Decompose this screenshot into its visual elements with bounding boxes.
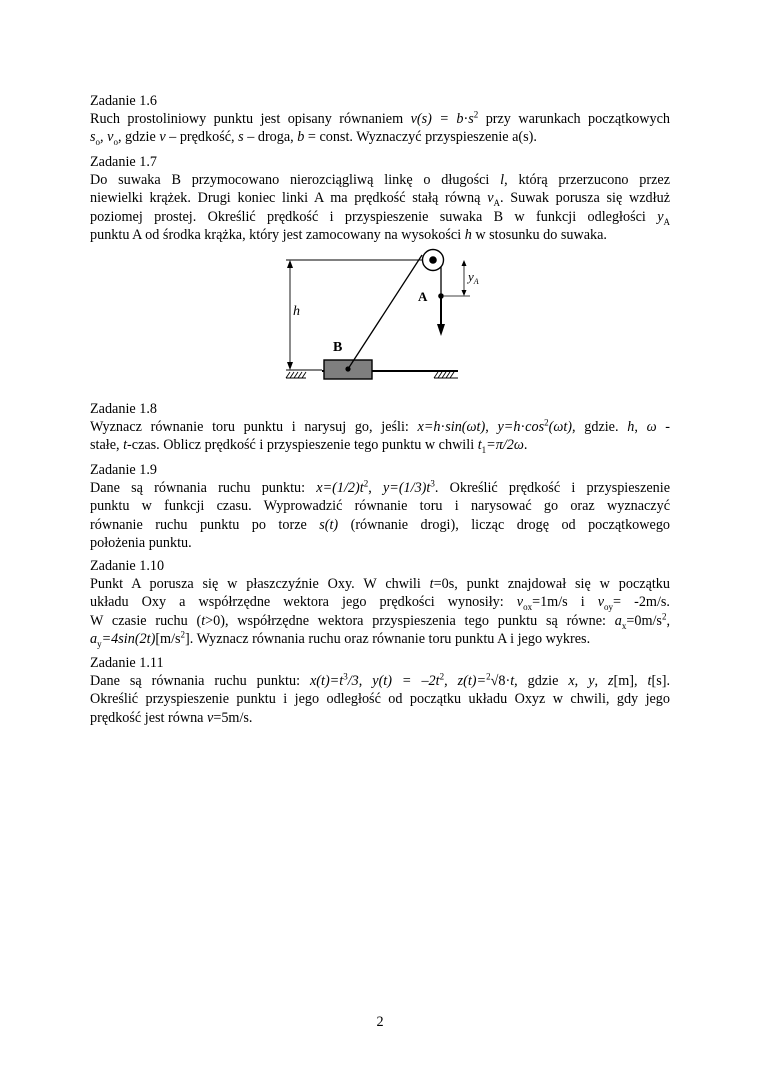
task-title: Zadanie 1.9	[90, 462, 157, 478]
page-number: 2	[376, 1014, 384, 1030]
yA-arrow-down	[462, 290, 467, 296]
dimension-arrow-up	[287, 260, 293, 268]
rope-segment-B	[348, 255, 422, 369]
task-text-line: Wyznacz równanie toru punktu i narysuj go, jeśli: x=h·sin(ωt), $y=h\cdot\cos^2(\omega t)$, gdzie. h, ω -	[90, 417, 671, 436]
dimension-arrow-down	[287, 362, 293, 370]
task-1-10	[90, 557, 670, 648]
velocity-arrow-head	[437, 324, 445, 336]
task-1-6	[90, 92, 670, 147]
ground-hatch-right	[434, 372, 458, 378]
yA-arrow-up	[462, 260, 467, 266]
task-1-9	[90, 461, 670, 552]
task-text-line: poziomej prostej. Określić prędkość i przyspieszenie suwaka B w funkcji odległości $y_A$	[90, 208, 670, 227]
task-text-line: układu Oxy a współrzędne wektora jego prędkości wynosiły: $v_{ox}=1m/s$ i $v_{oy}= -2m/s$.	[90, 594, 670, 613]
task-title: Zadanie 1.7	[90, 154, 157, 170]
task-title: Zadanie 1.8	[90, 401, 157, 417]
task-text-line: punktu A od środka krążka, który jest zamocowany na wysokości h w stosunku do suwaka.	[90, 226, 607, 243]
task-text-line: punktu w funkcji czasu. Wyprowadzić równanie toru i narysować go oraz wyznaczyć	[90, 498, 670, 515]
task-text-line: Do suwaka B przymocowano nierozciągliwą linkę o długości l, którą przerzucono przez	[90, 172, 671, 189]
task-text-line: Ruch prostoliniowy punktu jest opisany równaniem $v(s) = b\cdot s^2$ przy warunkach początkowych	[90, 109, 670, 128]
task-text-line: prędkość jest równa v=5m/s.	[90, 709, 253, 726]
pulley-slider-figure	[270, 246, 479, 386]
task-text-line: W czasie ruchu (t>0), współrzędne wektora przyspieszenia tego punktu są równe: $a_x=0m/s^2$,	[90, 610, 670, 631]
task-title: Zadanie 1.10	[90, 558, 165, 574]
task-text-line: położenia punktu.	[90, 534, 192, 551]
task-text-line: $a_y=4\sin(2t)[m/s^2]$. Wyznacz równania ruchu oraz równanie toru punktu A i jego wykres.	[90, 629, 591, 649]
task-1-8	[90, 400, 670, 455]
task-text-line: równanie ruchu punktu po torze s(t) (równanie drogi), licząc drogę od początkowego	[90, 516, 671, 533]
task-text-line: Dane są równania ruchu punktu: $x(t)=t^3/3$, $y(t) = -2t^2$, z(t)=$^2$√8·t, gdzie x, y, z[m], t[s].	[90, 671, 671, 690]
task-text-line: Dane są równania ruchu punktu: $x=(1/2)t^2$, $y=(1/3)t^3$. Określić prędkość i przyspieszenie	[90, 478, 670, 497]
label-A: A	[418, 289, 428, 304]
task-title: Zadanie 1.11	[90, 655, 164, 671]
label-h: h	[293, 304, 300, 319]
task-1-7	[90, 153, 670, 244]
task-text-line: niewielki krążek. Drugi koniec linki A ma prędkość stałą równą $v_A$. Suwak porusza się wzdłuż	[90, 190, 670, 209]
task-text-line: Określić przyspieszenie punktu i jego odległość od początku układu Oxyz w chwili, gdy jego	[90, 691, 670, 708]
label-B: B	[333, 340, 343, 355]
task-text-line: stałe, t-czas. Oblicz prędkość i przyspieszenie tego punktu w chwili $t_1=\pi/2\omega$.	[90, 437, 528, 456]
task-text-line: Punkt A porusza się w płaszczyźnie Oxy. W chwili t=0s, punkt znajdował się w początku	[90, 576, 670, 593]
task-1-11	[90, 654, 670, 727]
task-title: Zadanie 1.6	[90, 93, 157, 109]
pulley-axle	[429, 256, 437, 264]
task-text-line: $s_o$, $v_o$, gdzie v – prędkość, s – droga, b = const. Wyznaczyć przyspieszenie a(s).	[90, 129, 537, 148]
label-yA: $y_A$	[468, 269, 479, 286]
ground-hatch-left	[286, 372, 306, 378]
